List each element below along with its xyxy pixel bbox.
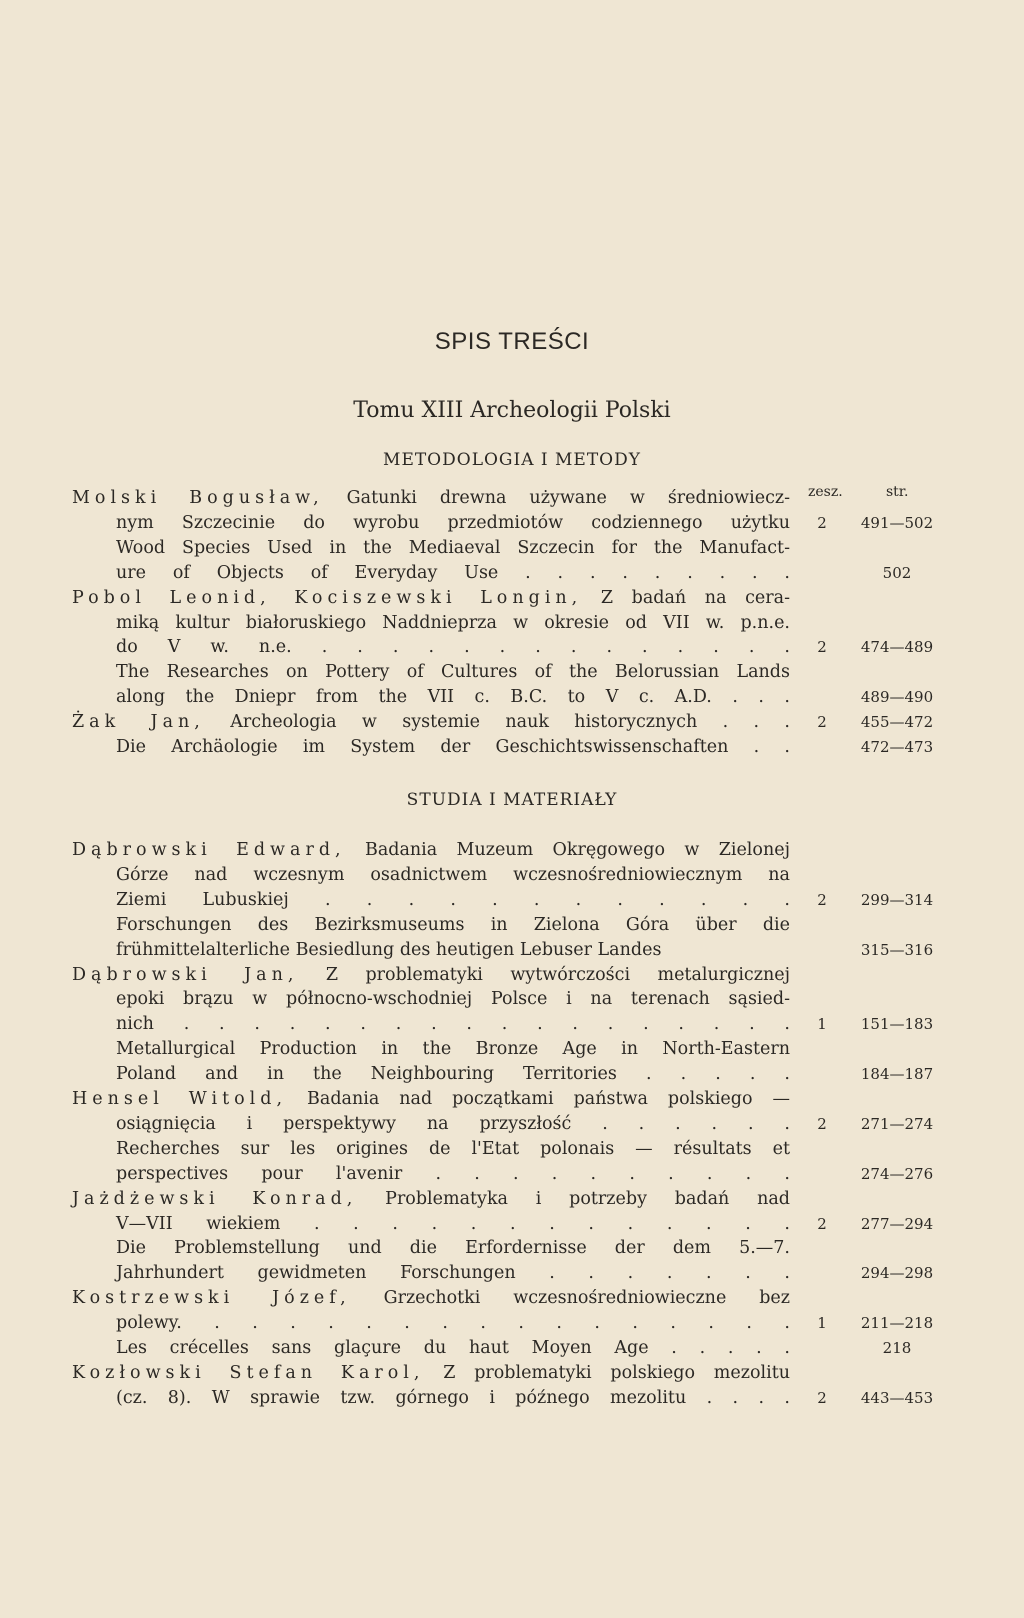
page-range: 294—298	[860, 1264, 934, 1283]
entry-text	[116, 634, 790, 660]
entry-text	[116, 1260, 790, 1286]
entry-text	[116, 1235, 790, 1261]
author-name: Dąbrowski Jan,	[72, 964, 299, 985]
list-item	[0, 510, 1024, 536]
issue-number: 2	[817, 713, 827, 732]
entry-text	[72, 1086, 790, 1112]
column-header-zesz: zesz.	[808, 484, 843, 500]
list-item	[0, 585, 1024, 611]
list-item	[0, 1211, 1024, 1237]
entry-title: Forschungen des Bezirksmuseums in Zielona Góra über die	[116, 914, 790, 935]
list-item	[0, 734, 1024, 760]
list-item	[0, 912, 1024, 938]
list-item	[0, 1161, 1024, 1187]
entry-title: Gatunki drewna używane w średniowiecz-	[323, 488, 790, 508]
list-item	[0, 962, 1024, 988]
entry-text	[116, 887, 790, 913]
entry-title: Recherches sur les origines de l'Etat polonais — résultats et	[116, 1138, 790, 1159]
list-item	[0, 1260, 1024, 1286]
entry-title: Z badań na cera-	[582, 587, 790, 608]
page-range: 491—502	[860, 513, 934, 532]
page-range: 502	[882, 563, 912, 582]
list-item	[0, 1310, 1024, 1336]
entry-text	[72, 1285, 790, 1311]
list-item	[0, 986, 1024, 1012]
entry-text	[116, 1385, 790, 1411]
entry-text	[72, 1186, 790, 1212]
entry-text	[116, 1061, 790, 1087]
entry-title: Ziemi Lubuskiej . . . . . . . . . . . .	[116, 889, 790, 910]
list-item	[0, 1136, 1024, 1162]
entry-title: along the Dniepr from the VII c. B.C. to V c. A.D. . . .	[116, 687, 790, 708]
page-range: 315—316	[860, 940, 934, 959]
list-item	[0, 1111, 1024, 1137]
entry-title: miką kultur białoruskiego Naddnieprza w okresie od VII w. p.n.e.	[116, 612, 790, 633]
list-item	[0, 1335, 1024, 1361]
list-item	[0, 560, 1024, 586]
author-name: Dąbrowski Edward,	[72, 840, 346, 860]
page-range: 274—276	[860, 1164, 934, 1183]
entry-text	[72, 485, 790, 511]
issue-number: 2	[817, 890, 827, 909]
entry-title: Badania Muzeum Okręgowego w Zielonej	[345, 840, 790, 860]
list-item	[0, 634, 1024, 660]
list-item	[0, 887, 1024, 913]
entry-title: V—VII wiekiem . . . . . . . . . . . . .	[116, 1213, 790, 1234]
author-name: Jażdżewski Konrad,	[72, 1188, 358, 1209]
issue-number: 1	[817, 1015, 827, 1034]
entry-text	[72, 585, 790, 611]
entry-title: Die Archäologie im System der Geschichtswissenschaften . .	[116, 737, 790, 757]
entry-text	[116, 1111, 790, 1137]
list-item	[0, 837, 1024, 863]
entry-title: polewy. . . . . . . . . . . . . . . . .	[116, 1313, 790, 1334]
issue-number: 2	[817, 513, 827, 532]
issue-number: 2	[817, 1114, 827, 1133]
entry-title: ure of Objects of Everyday Use . . . . . . . . .	[116, 562, 790, 583]
entry-text	[116, 610, 790, 636]
entry-title: Jahrhundert gewidmeten Forschungen . . . . . . .	[116, 1263, 790, 1284]
entry-text	[72, 709, 790, 735]
page-range: 151—183	[860, 1015, 934, 1034]
list-item	[0, 1086, 1024, 1112]
entry-title: epoki brązu w północno-wschodniej Polsce i na terenach sąsied-	[116, 989, 790, 1010]
list-item	[0, 659, 1024, 685]
entry-text	[116, 912, 790, 938]
entry-text	[116, 734, 790, 760]
entry-text	[116, 560, 790, 586]
section-heading: STUDIA I MATERIAŁY	[406, 790, 618, 810]
entry-title: Poland and in the Neighbouring Territories . . . . .	[116, 1064, 790, 1085]
list-item	[0, 485, 1024, 511]
author-name: Molski Bogusław,	[72, 488, 324, 508]
entry-title: do V w. n.e. . . . . . . . . . . . . . .	[116, 637, 790, 658]
entry-title: Problematyka i potrzeby badań nad	[357, 1188, 790, 1209]
entry-title: frühmittelalterliche Besiedlung des heutigen Lebuser Landes	[116, 939, 662, 960]
page-range: 299—314	[860, 890, 934, 909]
entry-title: Grzechotki wczesnośredniowieczne bez	[350, 1288, 790, 1309]
issue-number: 2	[817, 1214, 827, 1233]
issue-number: 1	[817, 1314, 827, 1333]
list-item	[0, 535, 1024, 561]
entry-text	[116, 535, 790, 561]
page-range: 472—473	[860, 738, 934, 756]
list-item	[0, 1186, 1024, 1212]
author-name: Żak Jan,	[72, 712, 205, 733]
entry-text	[72, 837, 790, 863]
entry-title: nich . . . . . . . . . . . . . . . . . .	[116, 1014, 790, 1035]
entry-title: Badania nad początkami państwa polskiego —	[287, 1089, 791, 1109]
page-range: 184—187	[860, 1065, 934, 1084]
page-range: 277—294	[860, 1214, 934, 1233]
page-range: 474—489	[860, 638, 934, 657]
list-item	[0, 1385, 1024, 1411]
page-range: 211—218	[860, 1314, 934, 1333]
section-heading: METODOLOGIA I METODY	[383, 450, 641, 470]
list-item	[0, 1235, 1024, 1261]
entry-title: perspectives pour l'avenir . . . . . . . . . .	[116, 1163, 790, 1184]
list-item	[0, 1036, 1024, 1062]
entry-title: Les crécelles sans glaçure du haut Moyen Age . . . . .	[116, 1338, 790, 1358]
entry-text	[116, 1310, 790, 1336]
entry-text	[116, 1335, 790, 1361]
list-item	[0, 862, 1024, 888]
page-range: 455—472	[860, 713, 934, 732]
entry-title: Metallurgical Production in the Bronze Age in North-Eastern	[116, 1039, 790, 1060]
entry-text	[116, 1136, 790, 1162]
page-title: SPIS TREŚCI	[434, 328, 590, 355]
entry-title: Die Problemstellung und die Erfordernisse der dem 5.—7.	[116, 1238, 790, 1259]
entry-text	[116, 684, 790, 710]
list-item	[0, 1285, 1024, 1311]
issue-number: 2	[817, 1388, 827, 1407]
entry-title: Z problematyki polskiego mezolitu	[424, 1362, 791, 1383]
column-header-str: str.	[886, 484, 909, 500]
page-range: 489—490	[860, 688, 934, 707]
entry-title: The Researches on Pottery of Cultures of the Belorussian Lands	[116, 662, 790, 683]
page-subtitle: Tomu XIII Archeologii Polski	[353, 398, 671, 423]
entry-title: nym Szczecinie do wyrobu przedmiotów codziennego użytku	[116, 512, 790, 533]
page-range: 443—453	[860, 1388, 934, 1407]
entry-text	[116, 1211, 790, 1237]
author-name: Hensel Witold,	[72, 1089, 288, 1109]
list-item	[0, 1061, 1024, 1087]
list-item	[0, 1360, 1024, 1386]
entry-title: osiągnięcia i perspektywy na przyszłość . . . . . .	[116, 1113, 790, 1134]
entry-title: Z problematyki wytwórczości metalurgicznej	[298, 964, 790, 985]
entry-title: Górze nad wczesnym osadnictwem wczesnośredniowiecznym na	[116, 864, 790, 885]
entry-text	[116, 659, 790, 685]
entry-text	[116, 1011, 790, 1037]
list-item	[0, 1011, 1024, 1037]
entry-title: Wood Species Used in the Mediaeval Szczecin for the Manufact-	[116, 537, 790, 558]
list-item	[0, 684, 1024, 710]
entry-title: (cz. 8). W sprawie tzw. górnego i późnego mezolitu . . . .	[116, 1387, 790, 1408]
author-name: Kozłowski Stefan Karol,	[72, 1362, 425, 1383]
entry-title: Archeologia w systemie nauk historycznych . . .	[204, 712, 790, 733]
list-item	[0, 610, 1024, 636]
page-range: 218	[882, 1339, 912, 1357]
page-range: 271—274	[860, 1114, 934, 1133]
list-item	[0, 937, 1024, 963]
list-item	[0, 709, 1024, 735]
author-name: Kostrzewski Józef,	[72, 1288, 351, 1309]
entry-text	[116, 1161, 790, 1187]
entry-text	[116, 862, 790, 888]
entry-text	[116, 986, 790, 1012]
author-name: Pobol Leonid, Kociszewski Longin,	[72, 587, 583, 608]
entry-text	[116, 510, 790, 536]
issue-number: 2	[817, 638, 827, 657]
entry-text	[72, 962, 790, 988]
entry-text	[116, 1036, 790, 1062]
entry-text	[116, 937, 790, 963]
entry-text	[72, 1360, 790, 1386]
